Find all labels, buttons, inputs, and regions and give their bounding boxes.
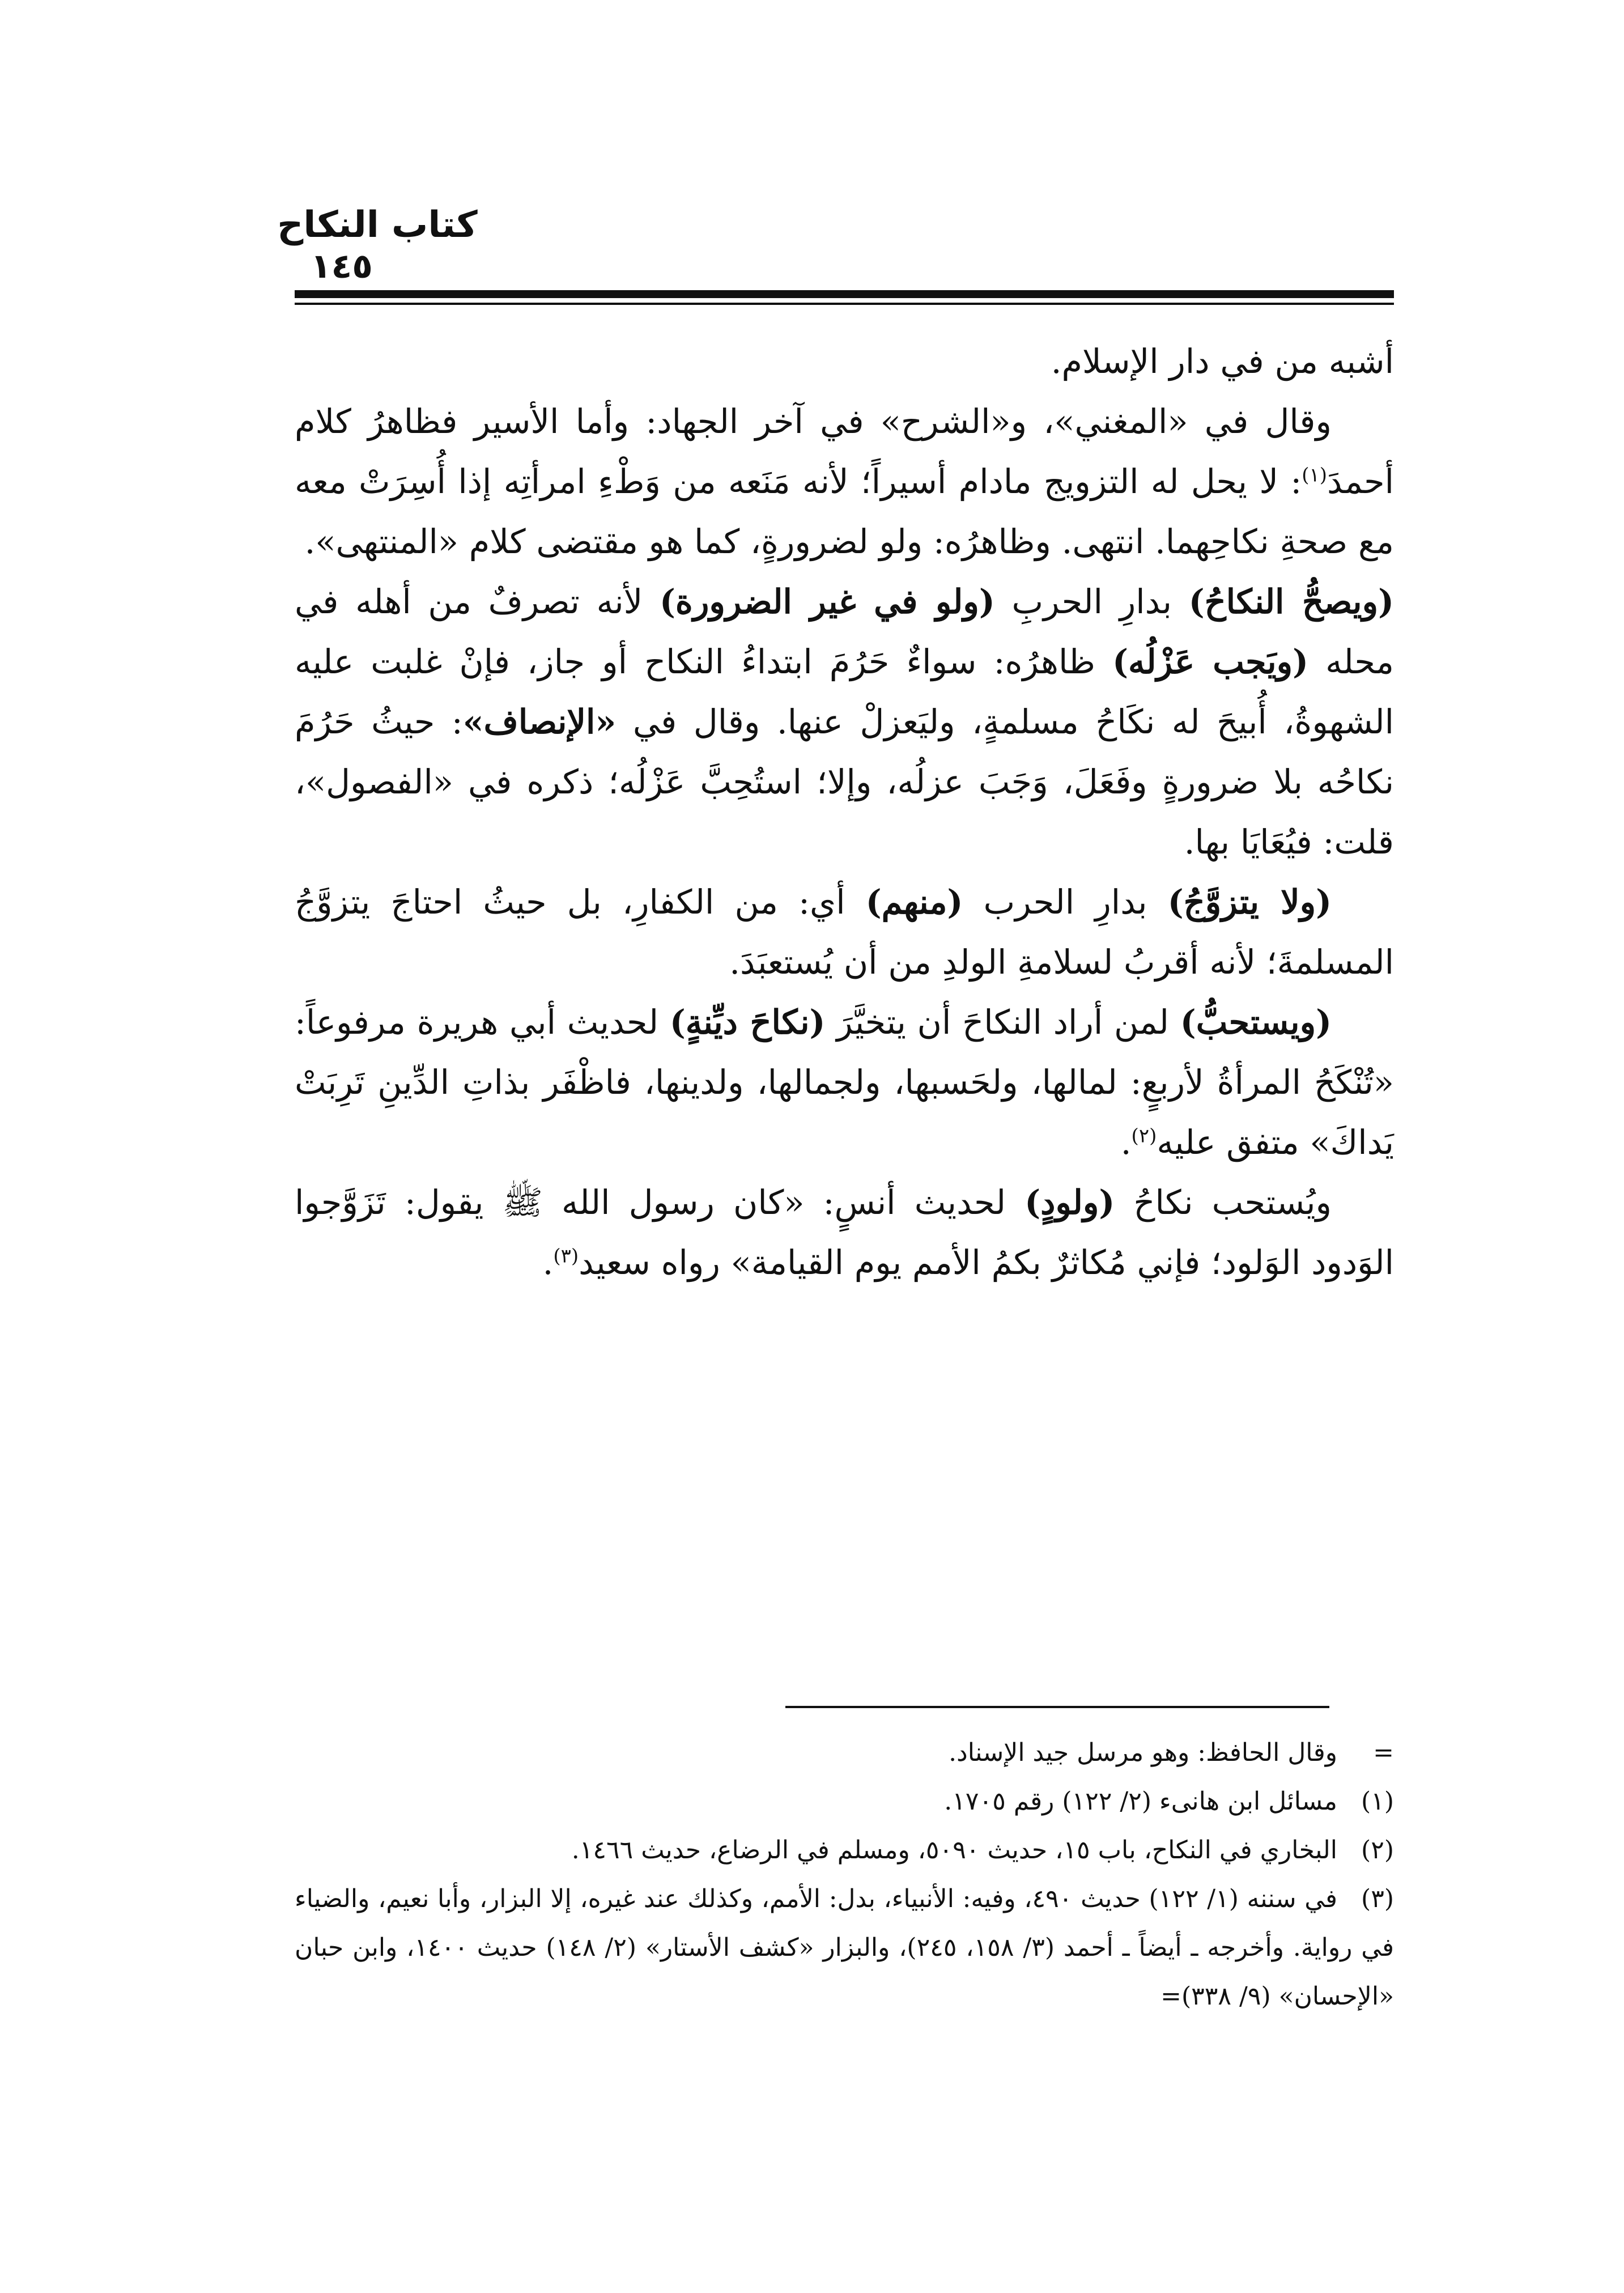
- paragraph-4-bold-2: (منهم): [865, 882, 963, 922]
- running-header-title: كتاب النكاح: [277, 204, 478, 246]
- paragraph-5-text-2: لحديث أبي هريرة مرفوعاً: «تُنْكَحُ المرأةُ لأربعٍ: لمالها، ولحَسبها، ولجمالها، ولدينها، فاظْفَر بذاتِ الدِّينِ تَرِبَتْ يَداكَ» متفق عليه: [295, 1003, 1394, 1162]
- footnote-carry-mark: =: [1373, 1738, 1394, 1767]
- footnote-3-text: في سننه (١/ ١٢٢) حديث ٤٩٠، وفيه: الأنبياء، بدل: الأمم، وكذلك عند غيره، إلا البزار، وأبا نعيم، والضياء في رواية. وأخرجه ـ أيضاً ـ أحمد (٣/ ١٥٨، ٢٤٥)، والبزار «كشف الأستار» (٢/ ١٤٨) حديث ١٤٠٠، وابن حبان «الإحسان» (٩/ ٣٣٨)=: [295, 1884, 1395, 2011]
- footnote-ref-3: (٣): [553, 1245, 579, 1268]
- paragraph-4-text-1: بدارِ الحرب: [963, 882, 1168, 922]
- paragraph-3-bold-2: (ولو في غير الضرورة): [660, 582, 995, 621]
- paragraph-2-text-a: وقال في «المغني»، و«الشرح» في آخر الجهاد: وأما الأسير فظاهرُ كلام أحمدَ: [295, 402, 1394, 501]
- paragraph-4: [295, 872, 1394, 992]
- footnote-ref-1: (١): [1302, 464, 1328, 487]
- paragraph-3-text-3: ظاهرُه: سواءٌ حَرُمَ ابتداءُ النكاح أو جاز، فإنْ غلبت عليه الشهوةُ، أُبيحَ له نكَاحُ مسلمةٍ، وليَعزلْ عنها. وقال في: [295, 642, 1395, 741]
- paragraph-6-text-3: .: [542, 1243, 554, 1282]
- paragraph-6-text-1: ويُستحب نكاحُ: [1115, 1183, 1332, 1222]
- footnote-ref-2: (٢): [1131, 1124, 1157, 1148]
- header-rule-thick: [295, 290, 1394, 298]
- paragraph-5-bold-2: (نكاحَ ديِّنةٍ): [669, 1003, 826, 1042]
- paragraph-3-bold-3: (ويَجب عَزْلُه): [1112, 642, 1309, 681]
- paragraph-4-bold-1: (ولا يتزوَّجُ): [1167, 882, 1332, 922]
- main-text: [295, 332, 1394, 1293]
- paragraph-3-text-1: بدارِ الحربِ: [994, 582, 1189, 621]
- header-rule-thin: [295, 303, 1394, 305]
- footnote-separator: [785, 1706, 1329, 1708]
- paragraph-1: [295, 332, 1394, 392]
- paragraph-6: [295, 1173, 1394, 1293]
- paragraph-3-bold-4: «الإنصاف»: [462, 702, 617, 741]
- paragraph-3-text-4: : حيثُ حَرُمَ نكاحُه بلا ضرورةٍ وفَعَلَ، وَجَبَ عزلُه، وإلا؛ استُحِبَّ عَزْلُه؛ ذكره في «الفصول»، قلت: فيُعَايَا بها.: [295, 702, 1394, 861]
- paragraph-2: [295, 392, 1394, 572]
- footnotes: [295, 1729, 1394, 2021]
- footnote-3: [295, 1875, 1394, 2021]
- paragraph-2-text-b: : لا يحل له التزويج مادام أسيراً؛ لأنه مَنَعه من وَطْءِ امرأتِه إذا أُسِرَتْ معه مع صحةِ نكاحِهما. انتهى. وظاهرُه: ولو لضرورةٍ، كما هو مقتضى كلام «المنتهى».: [295, 462, 1394, 561]
- footnote-2-text: البخاري في النكاح، باب ١٥، حديث ٥٠٩٠، ومسلم في الرضاع، حديث ١٤٦٦.: [571, 1836, 1337, 1865]
- page-number: ١٤٥: [311, 247, 373, 286]
- paragraph-3-text-2: لأنه تصرفٌ من أهله في محله: [295, 582, 1395, 681]
- footnote-1: [295, 1777, 1394, 1826]
- footnote-2-number: (٢): [1361, 1836, 1394, 1865]
- paragraph-6-text-2: لحديث أنسٍ: «كان رسول الله ﷺ يقول: تَزَوَّجوا الوَدود الوَلود؛ فإني مُكاثرٌ بكمُ الأمم يوم القيامة» رواه سعيد: [295, 1183, 1394, 1282]
- footnote-1-text: مسائل ابن هانىء (٢/ ١٢٢) رقم ١٧٠٥.: [944, 1787, 1337, 1816]
- paragraph-3-bold-1: (ويصحُّ النكاحُ): [1188, 582, 1394, 621]
- footnote-1-number: (١): [1361, 1787, 1394, 1816]
- paragraph-5-text-3: .: [1120, 1123, 1132, 1162]
- paragraph-5-text-1: لمن أراد النكاحَ أن يتخيَّرَ: [825, 1003, 1180, 1042]
- paragraph-1-text: أشبه من في دار الإسلام.: [1051, 342, 1394, 381]
- footnote-2: [295, 1826, 1394, 1875]
- paragraph-6-bold-1: (ولودٍ): [1024, 1183, 1115, 1222]
- footnote-carry-text: وقال الحافظ: وهو مرسل جيد الإسناد.: [949, 1738, 1337, 1767]
- footnote-3-number: (٣): [1361, 1884, 1395, 1913]
- footnote-carryover: [295, 1729, 1394, 1777]
- paragraph-5: [295, 992, 1394, 1173]
- paragraph-5-bold-1: (ويستحبُّ): [1180, 1003, 1332, 1042]
- paragraph-4-text-2: أي: من الكفارِ، بل حيثُ احتاجَ يتزوَّجُ المسلمةَ؛ لأنه أقربُ لسلامةِ الولدِ من أن يُستعبَدَ.: [295, 882, 1394, 982]
- paragraph-3: [295, 572, 1394, 872]
